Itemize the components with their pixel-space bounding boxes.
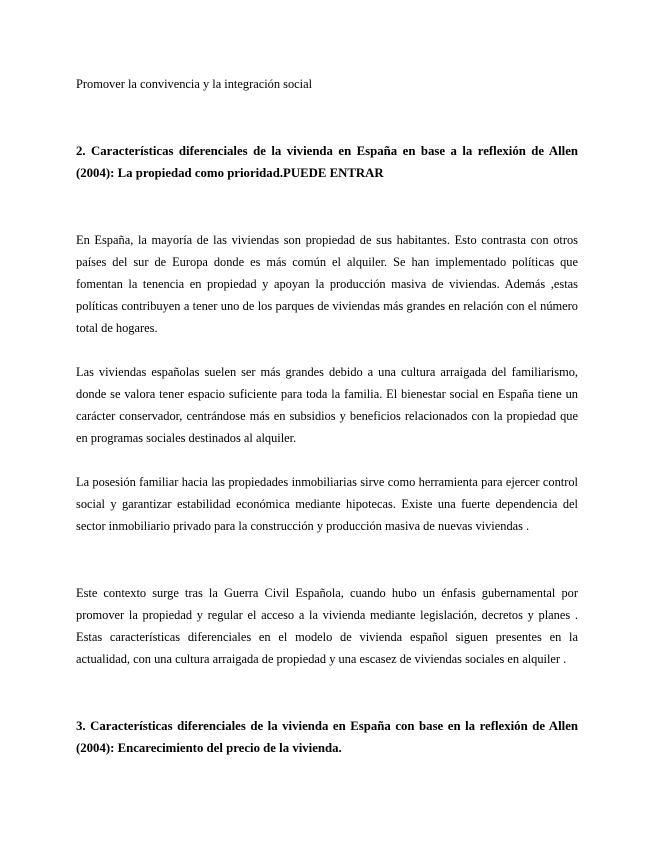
paragraph-4: Este contexto surge tras la Guerra Civil Española, cuando hubo un énfasis gubernamental por promover la propiedad y regular el acceso a la vivienda mediante legislación, decretos y planes . Estas características diferenciales en el modelo de vivienda español siguen presentes en la actualidad, con una cultura arraigada de propiedad y una escasez de viviendas sociales en alquiler . [76,586,578,666]
section-2-heading: 2. Características diferenciales de la vivienda en España en base a la reflexión de Allen (2004): La propiedad como prioridad.PUEDE ENTRAR [76,144,578,180]
paragraph-3: La posesión familiar hacia las propiedades inmobiliarias sirve como herramienta para ejercer control social y garantizar estabilidad económica mediante hipotecas. Existe una fuerte dependencia del sector inmobiliario privado para la construcción y producción masiva de nuevas viviendas . [76,475,578,533]
paragraph-2: Las viviendas españolas suelen ser más grandes debido a una cultura arraigada del familiarismo, donde se valora tener espacio suficiente para toda la familia. El bienestar social en España tiene un carácter conservador, centrándose más en subsidios y beneficios relacionados con la propiedad que en programas sociales destinados al alquiler. [76,365,578,445]
intro-text: Promover la convivencia y la integración social [76,77,313,91]
section-3-heading: 3. Características diferenciales de la vivienda en España con base en la reflexión de Allen (2004): Encarecimiento del precio de la vivienda. [76,719,578,755]
intro-line [76,73,578,95]
paragraph-1: En España, la mayoría de las viviendas son propiedad de sus habitantes. Esto contrasta con otros países del sur de Europa donde es más común el alquiler. Se han implementado políticas que fomentan la tenencia en propiedad y apoyan la producción masiva de viviendas. Además ,estas políticas contribuyen a tener uno de los parques de viviendas más grandes en relación con el número total de hogares. [76,233,578,335]
